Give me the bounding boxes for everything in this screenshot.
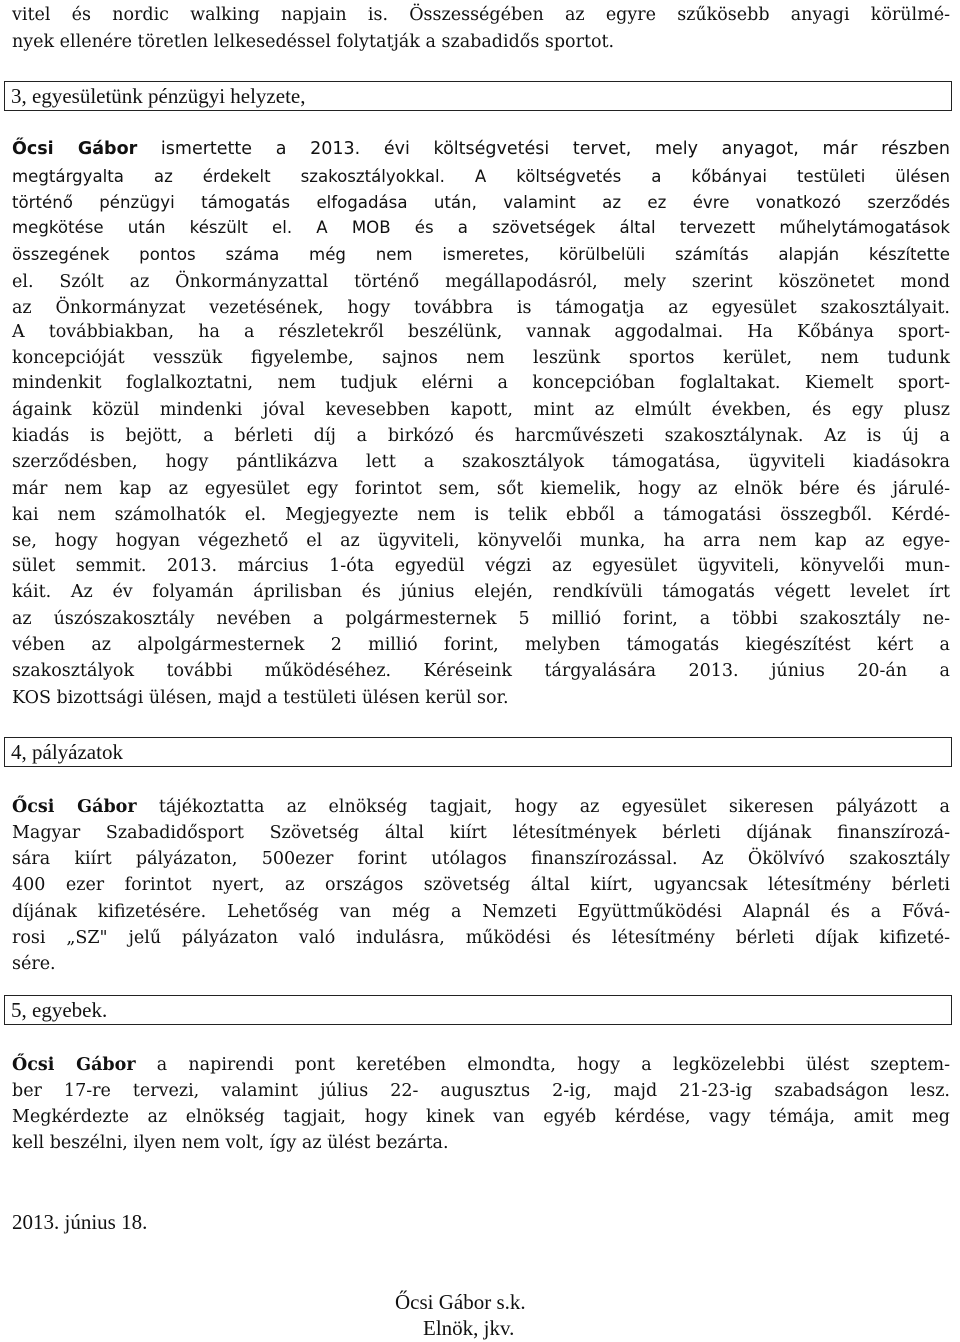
text-line: szakosztályok további működéséhez. Kéréseink tárgyalására 2013. június 20-án a [12,661,950,681]
text-line: szerződésben, hogy pántlikázva lett a szakosztályok támogatása, ügyviteli kiadásokra [12,452,950,472]
text-line: megkötése után készült el. A MOB és a szövetségek által tervezett műhelytámogatások [12,218,950,237]
signature-name: Őcsi Gábor s.k. [395,1290,526,1314]
text-line: történő pénzügyi támogatás elfogadása után, valamint az ez évre vonatkozó szerződés [12,193,950,212]
text-line: koncepcióját vesszük figyelembe, sajnos nem leszünk sportos kerület, nem tudunk [12,348,950,368]
text-line: összegének pontos száma még nem ismeretes, körülbelüli számítás alapján készítette [12,245,950,264]
text-line: el. Szólt az Önkormányzattal történő megállapodásról, mely szerint köszönetet mond [12,272,950,292]
text-line: mindenkit foglalkoztatni, nem tudjuk elérni a koncepcióban foglaltakat. Kiemelt sport- [12,373,950,393]
text-line: Magyar Szabadidősport Szövetség által kiírt létesítmények bérleti díjának finanszírozá- [12,823,950,843]
text-line: vében az alpolgármesternek 2 millió forint, melyben támogatás kiegészítést kért a [12,635,950,655]
text-line: KOS bizottsági ülésen, majd a testületi ülésen kerül sor. [12,688,509,708]
speaker-name: Őcsi Gábor [12,139,138,159]
text-line: már nem kap az egyesület egy forintot sem, sőt kiemelik, hogy az elnök bére és járulé- [12,479,950,499]
text-line: 400 ezer forintot nyert, az országos szövetség által kiírt, ugyancsak létesítmény bérleti [12,875,950,895]
text-line: kiadás is bejött, a bérleti díj a birkózó és harcművészeti szakosztálynak. Az is új a [12,426,950,446]
section-heading-3: 3, egyesületünk pénzügyi helyzete, [4,81,952,111]
text-span: ismertette a 2013. évi költségvetési tervet, mely anyagot, már részben [160,139,950,159]
text-line: sület semmit. 2013. március 1-óta egyedül végzi az egyesület ügyviteli, könyvelői mun- [12,556,950,576]
signature-title: Elnök, jkv. [423,1316,515,1340]
speaker-name: Őcsi Gábor [12,1055,136,1075]
text-line: vitel és nordic walking napjain is. Összességében az egyre szűkösebb anyagi körülmé- [12,5,950,25]
paragraph-first-line [12,1053,950,1077]
text-line: ber 17-re tervezi, valamint július 22- augusztus 2-ig, majd 21-23-ig szabadságon lesz. [12,1081,950,1101]
paragraph-first-line [12,137,950,161]
section-heading-5: 5, egyebek. [4,995,952,1025]
text-line: megtárgyalta az érdekelt szakosztályokkal. A költségvetés a kőbányai testületi ülésen [12,167,950,186]
text-line: A továbbiakban, ha a részletekről beszélünk, vannak aggodalmai. Ha Kőbánya sport- [12,322,950,342]
text-line: kell beszélni, ilyen nem volt, így az ülést bezárta. [12,1133,449,1153]
document-date: 2013. június 18. [12,1210,148,1234]
text-line: ágaink közül mindenki jóval kevesebben kapott, mint az elmúlt években, és egy plusz [12,400,950,420]
text-line: sére. [12,954,56,974]
text-line: káit. Az év folyamán áprilisban és június elején, rendkívüli támogatás végett levelet írt [12,582,950,602]
text-line: nyek ellenére töretlen lelkesedéssel folytatják a szabadidős sportot. [12,32,615,52]
text-line: díjának kifizetésére. Lehetőség van még a Nemzeti Együttműködési Alapnál és a Fővá- [12,902,950,922]
text-line: kai nem számolhatók el. Megjegyezte nem is telik ebből a támogatási összegből. Kérdé- [12,505,950,525]
text-line: az Önkormányzat vezetésének, hogy továbbra is támogatja az egyesület szakosztályait. [12,298,950,318]
paragraph-first-line [12,795,950,819]
text-line: az úszószakosztály nevében a polgármesternek 5 millió forint, a többi szakosztály ne- [12,609,950,629]
text-line: sára kiírt pályázaton, 500ezer forint utólagos finanszírozással. Az Ökölvívó szakosztály [12,849,950,869]
text-span: a napirendi pont keretében elmondta, hogy a legközelebbi ülést szeptem- [156,1055,950,1075]
speaker-name: Őcsi Gábor [12,797,137,817]
text-line: Megkérdezte az elnökség tagjait, hogy kinek van egyéb kérdése, vagy témája, amit meg [12,1107,950,1127]
text-line: se, hogy hogyan végezhető el az ügyviteli, könyvelői munka, ha arra nem kap az egye- [12,531,950,551]
section-heading-4: 4, pályázatok [4,737,952,767]
text-line: rosi „SZ" jelű pályázaton való indulásra, működési és létesítmény bérleti díjak kifizeté- [12,928,950,948]
text-span: tájékoztatta az elnökség tagjait, hogy az egyesület sikeresen pályázott a [158,797,950,817]
